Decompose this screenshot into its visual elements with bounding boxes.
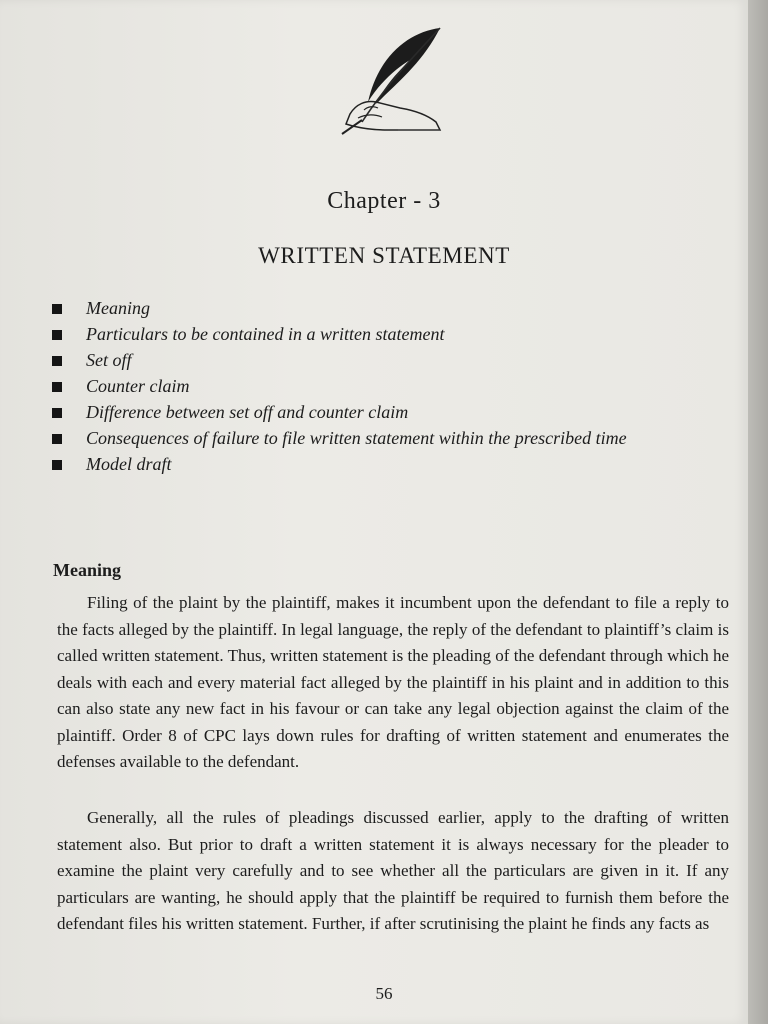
square-bullet-icon bbox=[52, 434, 62, 444]
square-bullet-icon bbox=[52, 330, 62, 340]
square-bullet-icon bbox=[52, 382, 62, 392]
page-edge bbox=[748, 0, 768, 1024]
contents-item: Particulars to be contained in a written statement bbox=[50, 322, 730, 347]
chapter-contents-list bbox=[50, 296, 730, 478]
chapter-number: Chapter - 3 bbox=[327, 188, 441, 214]
body-paragraph: Generally, all the rules of pleadings discussed earlier, apply to the drafting of written statement also. But prior to draft a written statement it is always necessary for the pleader to examine the plaint very carefully and to see whether all the particulars are given in it. If any particulars are wanting, he should apply that the plaintiff be required to furnish them before the defendant files his written statement. Further, if after scrutinising the plaint he finds any facts as bbox=[57, 808, 729, 933]
page-number: 56 bbox=[375, 984, 393, 1003]
square-bullet-icon bbox=[52, 356, 62, 366]
chapter-title: WRITTEN STATEMENT bbox=[258, 243, 510, 268]
square-bullet-icon bbox=[52, 304, 62, 314]
contents-item: Difference between set off and counter claim bbox=[50, 400, 730, 425]
contents-item: Consequences of failure to file written statement within the prescribed time bbox=[50, 426, 730, 451]
square-bullet-icon bbox=[52, 408, 62, 418]
contents-item: Counter claim bbox=[50, 374, 730, 399]
section-heading: Meaning bbox=[53, 560, 122, 580]
contents-item: Meaning bbox=[50, 296, 730, 321]
quill-pen-in-hand-icon bbox=[328, 22, 448, 140]
contents-item: Set off bbox=[50, 348, 730, 373]
square-bullet-icon bbox=[52, 460, 62, 470]
contents-item: Model draft bbox=[50, 452, 730, 477]
body-paragraph: Filing of the plaint by the plaintiff, makes it incumbent upon the defendant to file a reply to the facts alleged by the plaintiff. In legal language, the reply of the defendant to plaintiff’s claim is called written statement. Thus, written statement is the pleading of the defendant through which he deals with each and every material fact alleged by the plaintiff in his plaint and in addition to this can also state any new fact in his favour or can take any legal objection against the claim of the plaintiff. Order 8 of CPC lays down rules for drafting of written statement and enumerates the defenses available to the defendant. bbox=[57, 593, 729, 771]
